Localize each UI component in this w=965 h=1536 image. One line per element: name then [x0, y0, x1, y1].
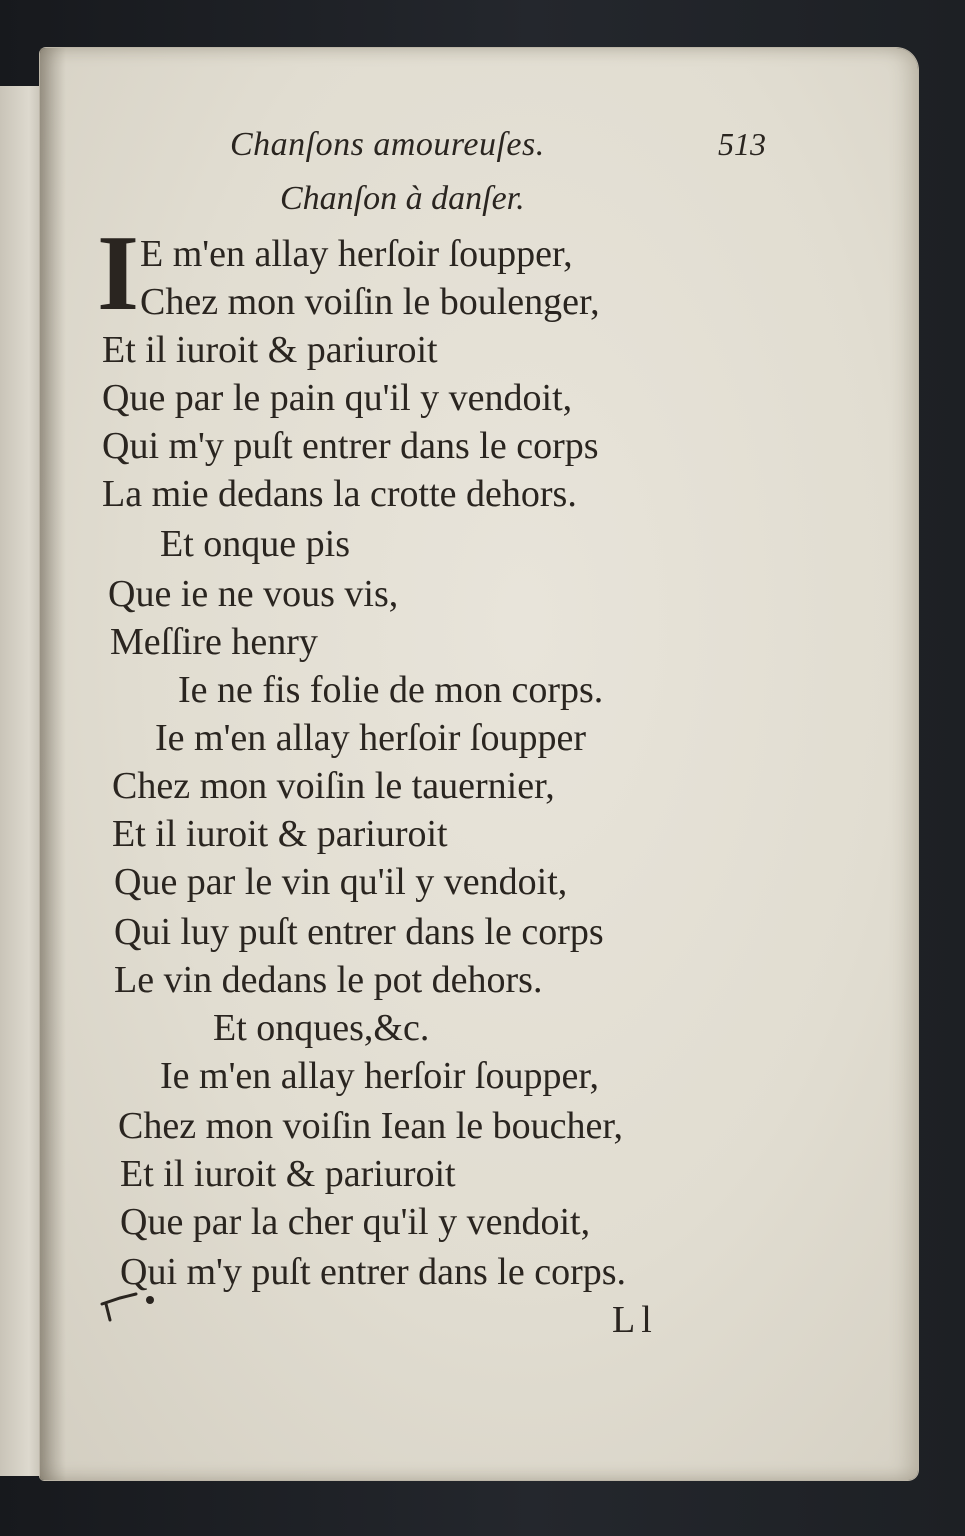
ink-blot-mark [100, 1290, 160, 1330]
verse-line: Meſſire henry [110, 621, 318, 663]
verse-line: Que par le pain qu'il y vendoit, [102, 377, 573, 419]
verse-line: Qui luy puſt entrer dans le corps [114, 911, 604, 953]
verse-line: Chez mon voiſin Iean le boucher, [118, 1105, 623, 1147]
page-number: 513 [718, 126, 766, 162]
running-header: Chanſons amoureuſes. [230, 126, 545, 163]
verse-line: E m'en allay herſoir ſoupper, [140, 233, 573, 275]
verse-line: Que ie ne vous vis, [108, 573, 399, 615]
verse-line: Que par la cher qu'il y vendoit, [120, 1201, 591, 1243]
verse-line: Ie m'en allay herſoir ſoupper, [160, 1055, 599, 1097]
verse-line: Le vin dedans le pot dehors. [114, 959, 543, 1001]
verse-line: Chez mon voiſin le tauernier, [112, 765, 555, 807]
verse-line: Ie m'en allay herſoir ſoupper [155, 717, 587, 759]
verse-line: Et il iuroit & pariuroit [120, 1153, 456, 1195]
drop-cap: I [97, 214, 140, 333]
verse-line: La mie dedans la crotte dehors. [102, 473, 577, 515]
signature-mark: Ll [612, 1299, 658, 1341]
verse-line: Et il iuroit & pariuroit [102, 329, 438, 371]
verse-line: Ie ne fis folie de mon corps. [178, 669, 604, 711]
song-title: Chanſon à danſer. [280, 180, 525, 217]
verse-line: Que par le vin qu'il y vendoit, [114, 861, 568, 903]
verse-line: Qui m'y puſt entrer dans le corps [102, 425, 599, 467]
verse-line: Et onques,&c. [213, 1007, 430, 1049]
verse-line: Et onque pis [160, 523, 350, 565]
verse-line: Chez mon voiſin le boulenger, [140, 281, 600, 323]
verse-line: Qui m'y puſt entrer dans le corps. [120, 1251, 627, 1293]
verse-line: Et il iuroit & pariuroit [112, 813, 448, 855]
